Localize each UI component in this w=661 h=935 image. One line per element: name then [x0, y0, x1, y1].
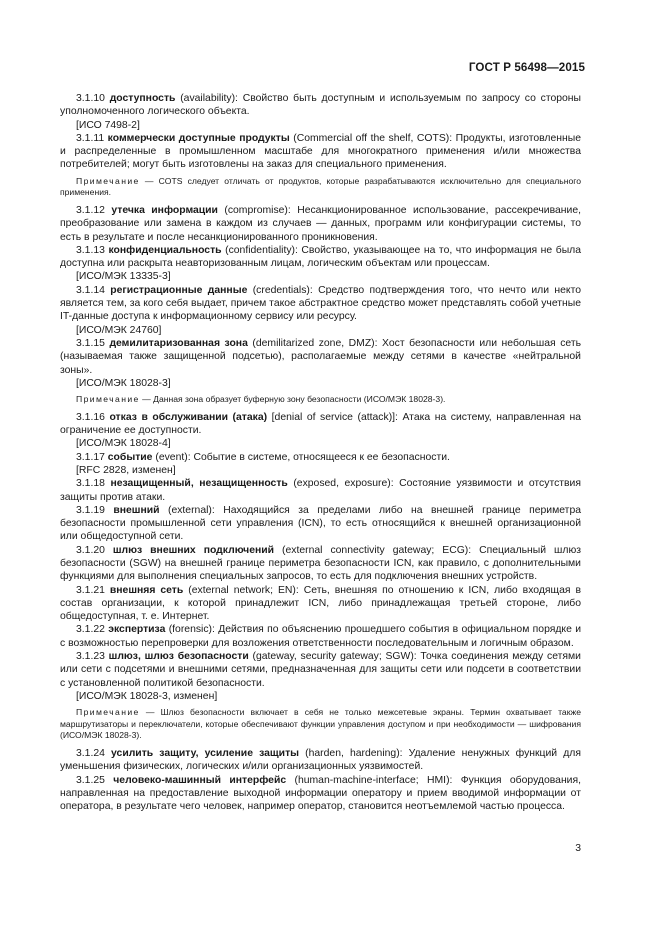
reference-source: [ИСО/МЭК 18028-3, изменен]	[76, 690, 218, 702]
term-name: коммерчески доступные продукты	[107, 132, 290, 144]
term-number: 3.1.13	[76, 244, 105, 256]
term-name: доступность	[109, 93, 176, 104]
term-definition: (forensic): Действия по объяснению прошедшего события в официальном порядке и с возможностью перепроверки для возложения ответственности последовательным и логичным образом.	[60, 624, 582, 649]
term-entry	[60, 774, 581, 814]
term-name: демилитаризованная зона	[109, 337, 248, 349]
term-number: 3.1.24	[76, 748, 105, 760]
document-header: ГОСТ Р 56498—2015	[468, 61, 585, 74]
term-entry	[60, 504, 581, 544]
term-definition: (external network; EN): Сеть, внешняя по отношению к ICN, либо входящая в состав организации, к которой принадлежит ICN, либо принадлежащая третьей стороне, либо общедоступная, т. е. Интернет.	[60, 584, 581, 623]
term-number: 3.1.17	[76, 451, 105, 463]
term-name: усилить защиту, усиление защиты	[111, 748, 300, 760]
term-entry	[60, 204, 581, 244]
term-entry	[60, 650, 581, 690]
term-entry	[60, 244, 581, 271]
note-label: Примечание	[76, 394, 140, 405]
term-definition: [denial of service (attack)]: Атака на систему, направленная на ограничение ее доступности.	[60, 411, 582, 437]
note	[60, 176, 581, 199]
term-number: 3.1.19	[76, 504, 105, 516]
term-number: 3.1.12	[76, 204, 105, 216]
term-number: 3.1.14	[76, 284, 105, 296]
term-name: утечка информации	[111, 204, 218, 216]
term-entry	[60, 92, 581, 119]
term-definition: (confidentiality): Свойство, указывающее на то, что информация не была доступна или раскрыта неавторизованным лицам, логическим объектам или процессам.	[60, 244, 582, 270]
term-name: внешняя сеть	[109, 584, 184, 596]
term-number: 3.1.25	[76, 774, 105, 786]
term-number: 3.1.23	[76, 651, 105, 663]
term-definition: (demilitarized zone, DMZ): Хост безопасности или небольшая сеть (называемая также защищенной подсетью), располагаемые между сетями в качестве «нейтральной зоны».	[60, 337, 581, 376]
term-entry	[60, 584, 581, 624]
term-definition: (external): Находящийся за пределами либо на внешней границе периметра безопасности промышленной сети управления (ICN), то есть относящийся к внешней организационной или общедоступной сети.	[60, 504, 582, 543]
term-definition: (gateway, security gateway; SGW): Точка соединения между сетями или сети с подсетями и внешними сетями, предназначенная для защиты сети или подсети в соответствии с установленной политикой безопасности.	[60, 651, 581, 689]
term-definition: (credentials): Средство подтверждения того, что нечто или некто является тем, за кого себя выдает, причем такое абстрактное средство может представлять собой учетные IT-данные доступа к информационному сервису или ресурсу.	[60, 284, 581, 323]
term-definition: (exposed, exposure): Состояние уязвимости и отсутствия защиты против атаки.	[60, 478, 581, 503]
term-number: 3.1.18	[76, 478, 105, 490]
term-name: шлюз, шлюз безопасности	[108, 651, 249, 663]
reference-source: [ИСО 7498-2]	[76, 119, 140, 131]
page-number: 3	[575, 843, 581, 854]
term-number: 3.1.10	[76, 93, 105, 104]
term-number: 3.1.16	[76, 411, 105, 423]
term-name: событие	[107, 451, 153, 463]
note-label: Примечание	[76, 175, 140, 186]
term-name: внешний	[113, 504, 160, 516]
term-number: 3.1.22	[76, 624, 105, 636]
reference-source: [ИСО/МЭК 18028-3]	[76, 377, 171, 389]
term-definition: (Commercial off the shelf, COTS): Продукты, изготовленные и распределенные в промышленном масштабе для многократного применения и/или множества потребителей; могут быть изготовлены на заказ для специального применения.	[60, 132, 581, 171]
term-definition: (availability): Свойство быть доступным и используемым по запросу со стороны уполномоченного логического объекта.	[60, 93, 582, 118]
note-text: — COTS следует отличать от продуктов, которые разрабатываются исключительно для специального применения.	[60, 175, 581, 198]
term-entry	[60, 411, 581, 438]
term-number: 3.1.21	[76, 584, 105, 596]
term-number: 3.1.15	[76, 337, 105, 349]
term-entry	[60, 132, 581, 172]
term-definition: (event): Событие в системе, относящееся к ее безопасности.	[152, 451, 450, 463]
reference-source: [ИСО/МЭК 13335-3]	[76, 271, 171, 283]
term-entry	[60, 284, 581, 324]
term-name: экспертиза	[108, 624, 166, 636]
term-entry	[60, 477, 581, 504]
note	[60, 707, 581, 742]
note	[60, 394, 581, 406]
term-entry	[60, 451, 581, 464]
reference-source: [RFC 2828, изменен]	[76, 464, 176, 476]
term-definition: (human-machine-interface; HMI): Функция оборудования, направленная на предоставление выходной информации оператору и прием вводимой информации от оператора, в результате чего человек, например оператор, становится неотъемлемой частью процесса.	[60, 774, 581, 813]
term-name: шлюз внешних подключений	[112, 544, 275, 556]
reference-source: [ИСО/МЭК 18028-4]	[76, 438, 171, 450]
term-name: конфиденциальность	[108, 244, 222, 256]
term-entry	[60, 544, 581, 584]
term-entry	[60, 337, 581, 377]
term-name: человеко-машинный интерфейс	[113, 774, 287, 786]
reference-source: [ИСО/МЭК 24760]	[76, 324, 162, 336]
term-definition: (compromise): Несанкционированное использование, рассекречивание, преобразование или замена в каждом из случаев — данных, программ или конфигурации системы, то есть в результате и после несанкционированного проникновения.	[60, 204, 581, 243]
term-number: 3.1.20	[76, 544, 105, 556]
term-entry	[60, 623, 581, 650]
term-entry	[60, 747, 581, 774]
note-text: — Шлюз безопасности включает в себя не только межсетевые экраны. Термин охватывает также маршрутизаторы и переключатели, которые обеспечивают функции управления доступом и при необходимости — шифрования (ИСО/МЭК 18028-3).	[60, 707, 581, 741]
document-body	[60, 92, 581, 814]
term-definition: (harden, hardening): Удаление ненужных функций для уменьшения физических, логических и/или организационных уязвимостей.	[60, 748, 581, 773]
term-name: отказ в обслуживании (атака)	[109, 411, 268, 423]
term-definition: (external connectivity gateway; ECG): Специальный шлюз безопасности (SGW) на внешней границе периметра безопасности ICN, как правило, с дополнительными функциями для выполнения специальных запросов, то есть для подключения внешних устройств.	[60, 544, 582, 583]
note-label: Примечание	[76, 707, 140, 718]
note-text: — Данная зона образует буферную зону безопасности (ИСО/МЭК 18028-3).	[139, 394, 446, 405]
term-name: незащищенный, незащищенность	[110, 478, 288, 490]
term-number: 3.1.11	[76, 132, 105, 144]
term-name: регистрационные данные	[110, 284, 248, 296]
